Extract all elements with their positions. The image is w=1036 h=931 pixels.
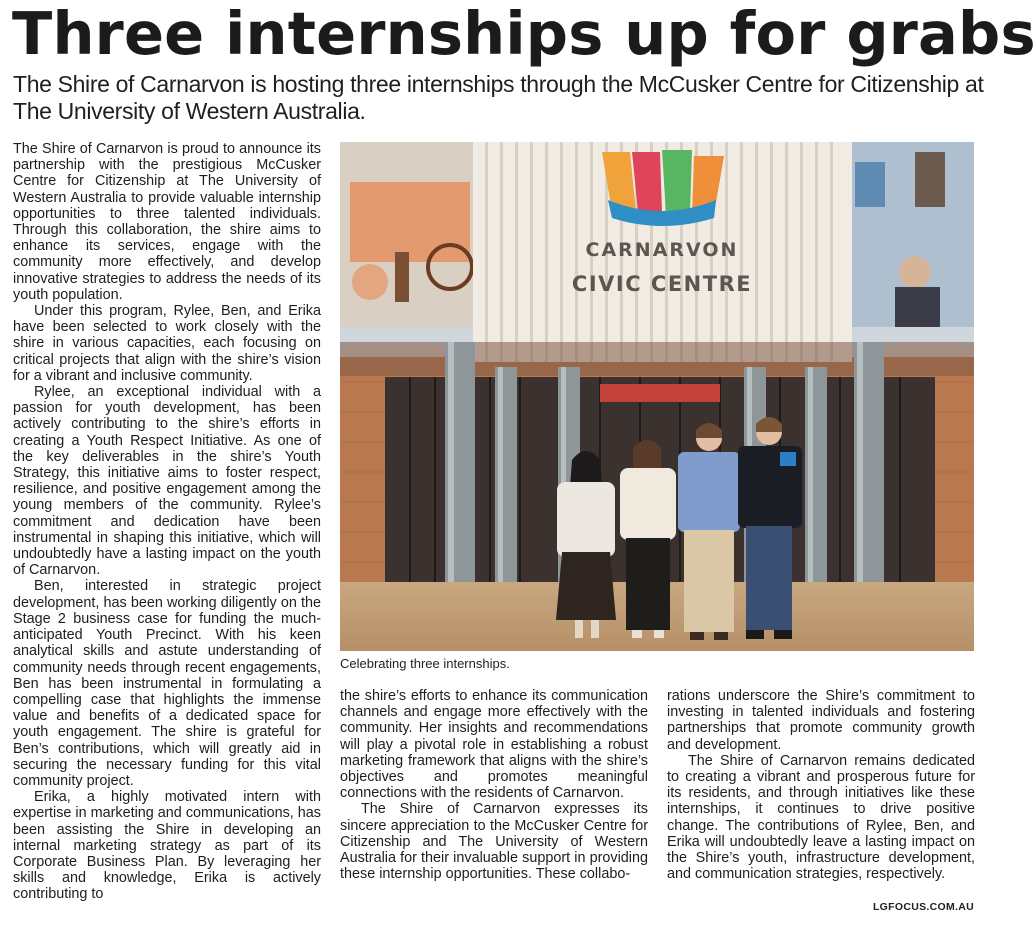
body-paragraph: Ben, interested in strategic project development, has been working diligently on the Stage 2 business case for funding the much-anticipated Youth Precinct. With his keen analytical skills and astute understanding of community needs through recent engagements, Ben has been instrumental in formulating a compelling case that highlights the immense value and benefits of a dedicated space for youth engagement. The shire is grateful for Ben’s contributions, which will greatly aid in securing the necessary funding for this vital community project. xyxy=(13,578,321,789)
body-column-2 xyxy=(340,688,648,893)
article-headline: Three internships up for grabs xyxy=(12,0,1036,68)
body-paragraph: rations underscore the Shire’s commitment to investing in talented individuals and fostering partnerships that promote community growth and development. xyxy=(667,688,975,753)
article-standfirst: The Shire of Carnarvon is hosting three internships through the McCusker Centre for Citizenship at The University of Western Australia. xyxy=(13,71,984,124)
photo-caption: Celebrating three internships. xyxy=(340,656,510,671)
body-paragraph: the shire’s efforts to enhance its communication channels and engage more effectively with the community. Her insights and recommendations will play a pivotal role in establishing a robust marketing framework that aligns with the shire’s objectives and promotes meaningful connections with the residents of Carnarvon. xyxy=(340,688,648,802)
body-paragraph: Erika, a highly motivated intern with expertise in marketing and communications, has been assisting the Shire in developing an internal marketing strategy as part of its Corporate Business Plan. By leveraging her skills and knowledge, Erika is actively contributing to xyxy=(13,789,321,903)
body-paragraph: The Shire of Carnarvon is proud to announce its partnership with the prestigious McCusker Centre for Citizenship at The University of Western Australia to provide valuable internship opportunities to three talented individuals. Through this collaboration, the shire aims to enhance its services, engage with the community more effectively, and develop innovative strategies to address the needs of its youth population. xyxy=(13,141,321,303)
sign-text-line2: CIVIC CENTRE xyxy=(571,272,753,296)
article-photo xyxy=(340,142,974,651)
body-paragraph: The Shire of Carnarvon expresses its sincere appreciation to the McCusker Centre for Citizenship and The University of Western Australia for their invaluable support in providing these internship opportunities. These collabo- xyxy=(340,801,648,883)
sign-text-line1: CARNARVON xyxy=(585,239,739,261)
footer-website: LGFOCUS.COM.AU xyxy=(872,901,974,913)
body-paragraph: Rylee, an exceptional individual with a passion for youth development, has been actively contributing to the shire’s efforts in creating a Youth Respect Initiative. As one of the key deliverables in the shire’s Youth Strategy, this initiative aims to foster respect, resilience, and positive engagement among the young members of the community. Rylee’s commitment and dedication have been instrumental in shaping this initiative, which will undoubtedly have a lasting impact on the youth of Carnarvon. xyxy=(13,384,321,579)
body-paragraph: Under this program, Rylee, Ben, and Erika have been selected to work closely with the shire in various capacities, each focusing on critical projects that align with the shire’s vision for a vibrant and inclusive community. xyxy=(13,303,321,384)
body-column-3 xyxy=(667,688,975,893)
body-column-1 xyxy=(13,141,321,903)
body-paragraph: The Shire of Carnarvon remains dedicated to creating a vibrant and prosperous future for its residents, and through initiatives like these internships, it continues to drive positive change. The contributions of Rylee, Ben, and Erika will undoubtedly leave a lasting impact on the Shire’s youth, infrastructure development, and communication strategies, respectively. xyxy=(667,752,975,883)
